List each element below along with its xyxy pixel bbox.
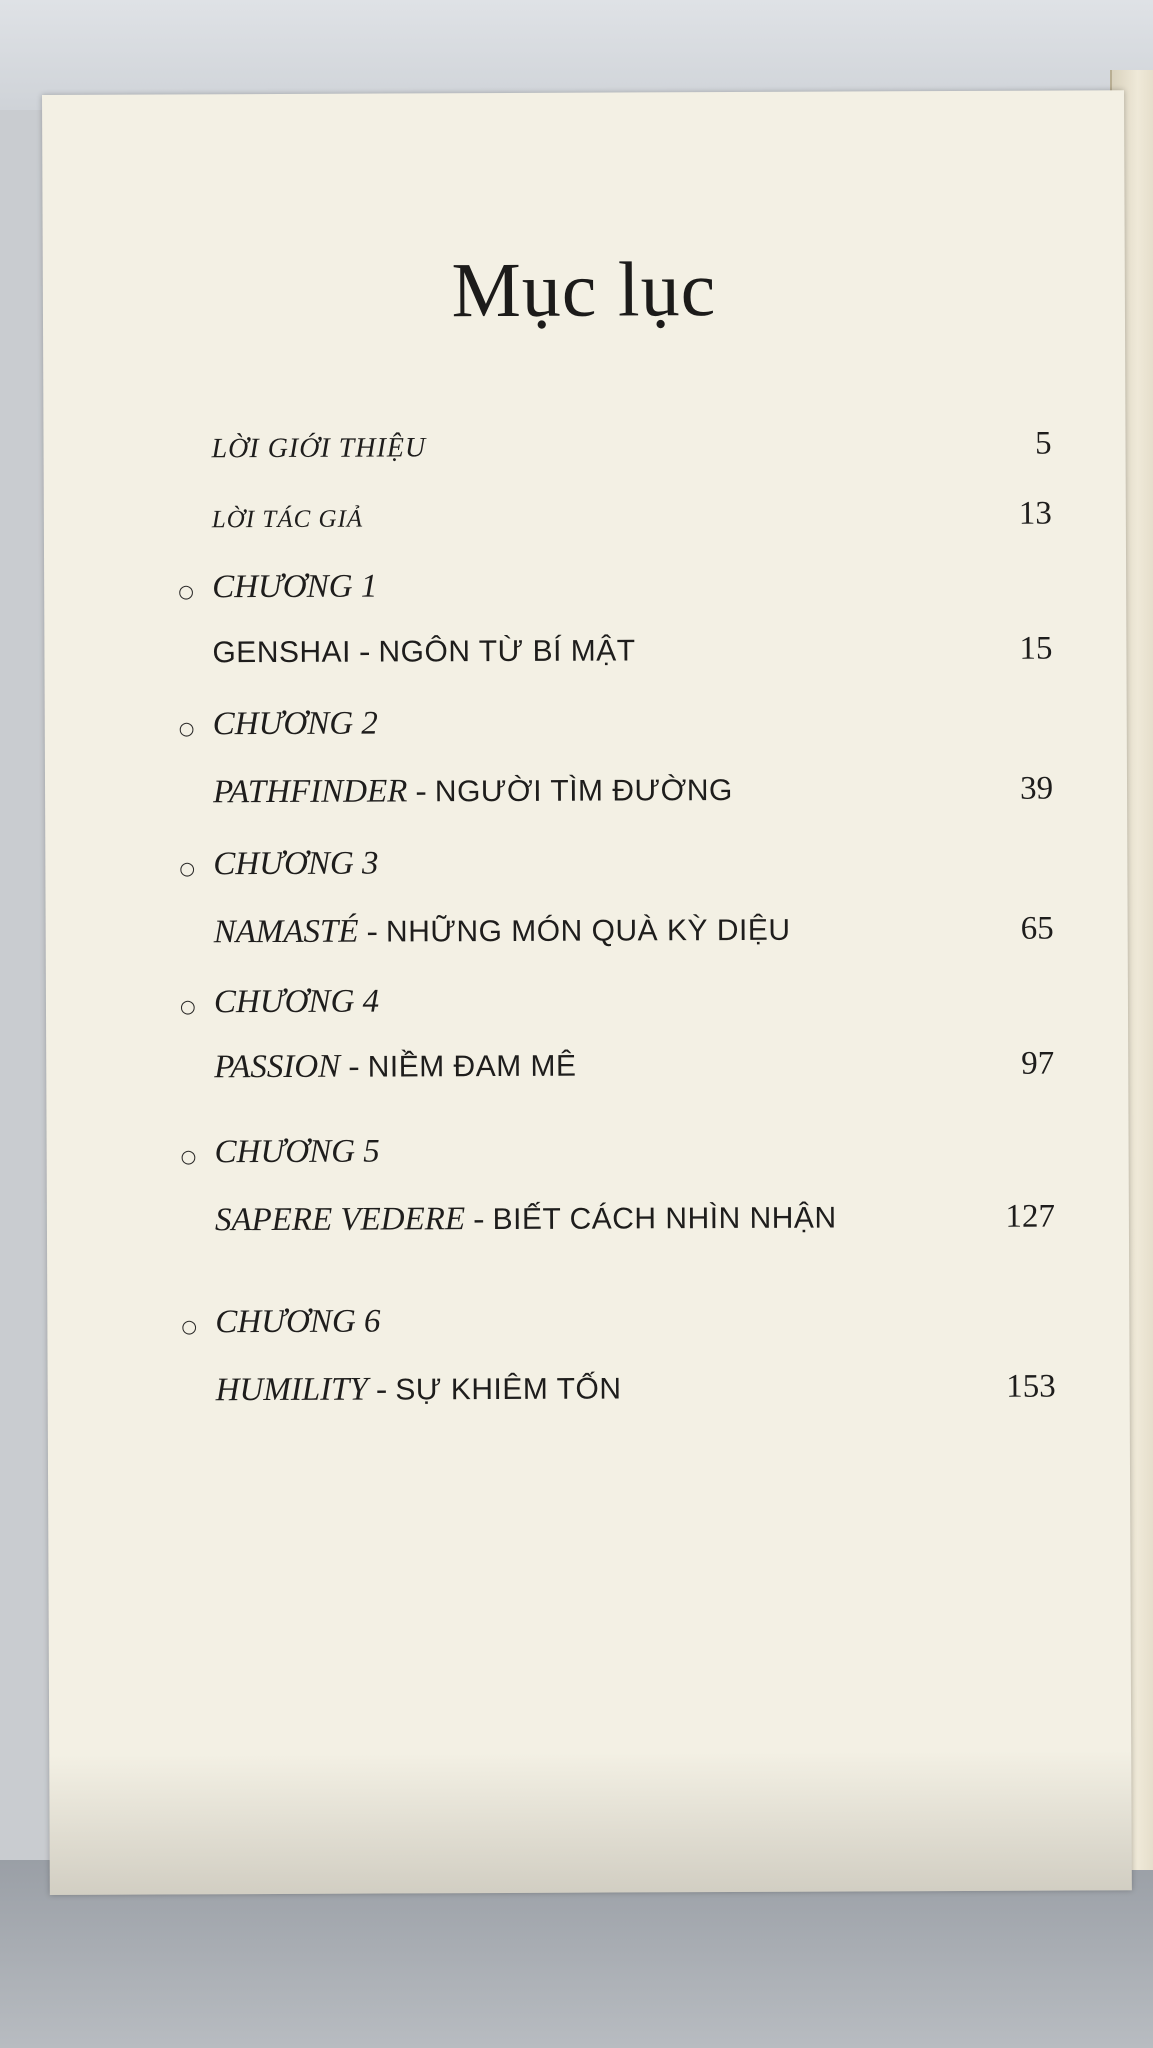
toc-entry-page: 13 <box>1018 495 1052 532</box>
toc-entry-page: 153 <box>1006 1368 1056 1405</box>
circle-bullet-icon: ○ <box>178 718 195 740</box>
toc-entry-page: 15 <box>1019 630 1053 667</box>
title-separator: - <box>465 1201 493 1238</box>
chapter-heading-5 <box>181 1134 380 1172</box>
chapter-heading-6 <box>181 1304 380 1342</box>
toc-entry-chapter-2 <box>213 771 1053 812</box>
toc-entry-page: 65 <box>1020 910 1054 947</box>
chapter-title-vi: NIỀM ĐAM MÊ <box>367 1049 577 1084</box>
title-separator: - <box>367 1371 396 1408</box>
toc-entry-page: 97 <box>1021 1045 1055 1082</box>
chapter-heading-1 <box>178 569 377 607</box>
chapter-heading-3 <box>179 846 378 884</box>
toc-entry-chapter-4 <box>214 1046 1054 1087</box>
chapter-title-en: PATHFINDER <box>212 773 408 811</box>
chapter-label: CHƯƠNG 1 <box>212 568 378 606</box>
title-separator: - <box>350 633 379 670</box>
chapter-heading-2 <box>179 706 378 744</box>
title-separator: - <box>358 913 387 950</box>
toc-entry-chapter-1 <box>212 631 1052 672</box>
chapter-title-en: PASSION <box>214 1048 341 1086</box>
toc-entry-page: 5 <box>1034 425 1052 462</box>
title-separator: - <box>340 1048 368 1085</box>
chapter-title-en: HUMILITY <box>215 1371 368 1409</box>
toc-entry-author-note <box>212 496 1052 537</box>
toc-entry-label: LỜI TÁC GIẢ <box>211 505 364 534</box>
chapter-heading-4 <box>180 984 379 1022</box>
chapter-title-vi: NGƯỜI TÌM ĐƯỜNG <box>434 773 733 809</box>
circle-bullet-icon: ○ <box>179 858 196 880</box>
circle-bullet-icon: ○ <box>179 996 196 1018</box>
toc-entry-introduction <box>211 426 1051 467</box>
chapter-label: CHƯƠNG 3 <box>213 845 379 883</box>
circle-bullet-icon: ○ <box>178 581 194 603</box>
chapter-title-en: SAPERE VEDERE <box>214 1201 466 1239</box>
page-title: Mục lục <box>451 245 717 334</box>
circle-bullet-icon: ○ <box>181 1316 198 1338</box>
chapter-title-en: GENSHAI <box>212 635 352 670</box>
chapter-label: CHƯƠNG 4 <box>213 983 380 1021</box>
chapter-label: CHƯƠNG 5 <box>214 1133 380 1171</box>
toc-entry-page: 39 <box>1019 770 1054 807</box>
book-page <box>42 90 1132 1895</box>
toc-entry-page: 127 <box>1005 1198 1055 1235</box>
chapter-label: CHƯƠNG 6 <box>215 1303 381 1341</box>
chapter-title-vi: BIẾT CÁCH NHÌN NHẬN <box>492 1201 837 1237</box>
toc-entry-chapter-6 <box>216 1369 1056 1410</box>
title-separator: - <box>407 773 435 810</box>
chapter-title-vi: NHỮNG MÓN QUÀ KỲ DIỆU <box>385 913 791 949</box>
chapter-label: CHƯƠNG 2 <box>212 705 378 743</box>
toc-entry-label: LỜI GIỚI THIỆU <box>211 432 427 465</box>
chapter-title-en: NAMASTÉ <box>213 913 359 951</box>
chapter-title-vi: SỰ KHIÊM TỐN <box>395 1372 622 1407</box>
chapter-title-vi: NGÔN TỪ BÍ MẬT <box>378 634 636 669</box>
toc-entry-chapter-5 <box>215 1199 1055 1240</box>
circle-bullet-icon: ○ <box>180 1146 197 1168</box>
toc-entry-chapter-3 <box>214 911 1054 952</box>
